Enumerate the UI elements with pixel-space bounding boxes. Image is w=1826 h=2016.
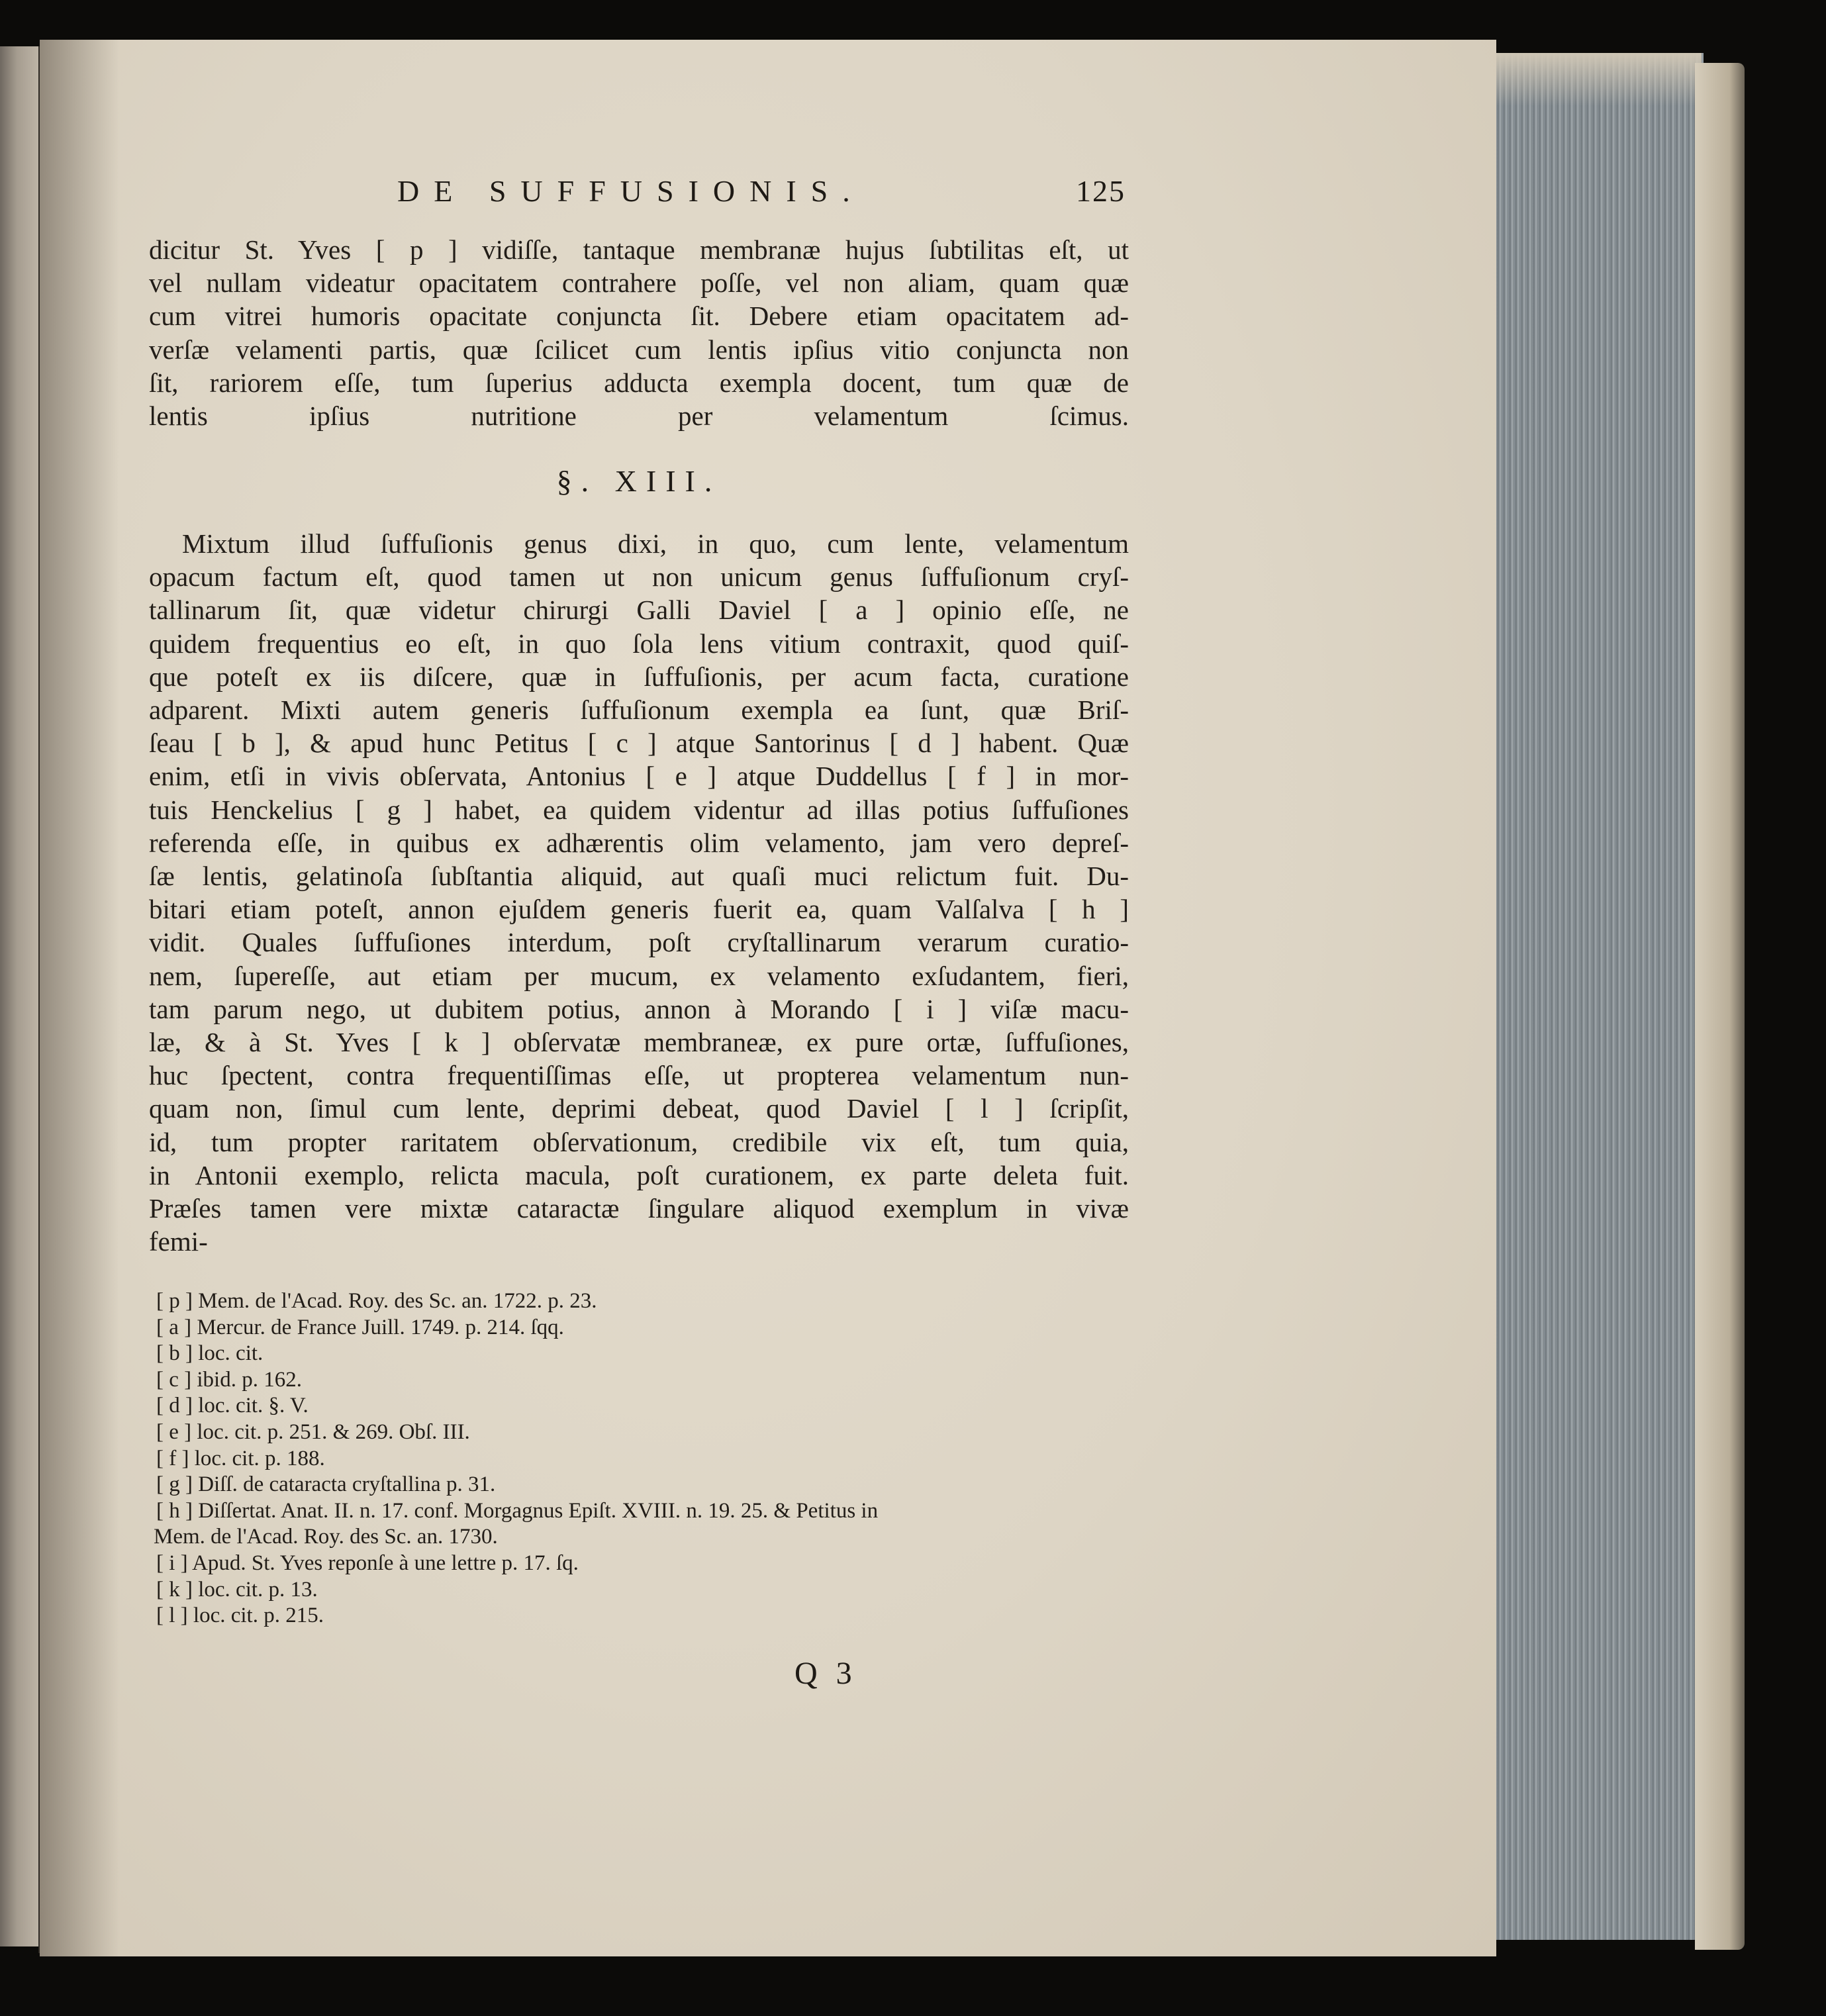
page-number: 125: [1076, 174, 1126, 208]
footnote: [ g ] Diſſ. de cataracta cryſtallina p. 31.: [156, 1472, 496, 1497]
book-fore-edge: [1476, 53, 1704, 1940]
footnote: [ b ] loc. cit.: [156, 1341, 264, 1366]
text-line: vel nullam videatur opacitatem contrahere poſſe, vel non aliam, quam quæ: [149, 267, 1129, 299]
footnote: [ a ] Mercur. de France Juill. 1749. p. 214. ſqq.: [156, 1315, 564, 1339]
text-line: in Antonii exemplo, relicta macula, poſt curationem, ex parte deleta fuit.: [149, 1159, 1129, 1190]
section-heading: §. XIII.: [556, 464, 722, 498]
paragraph-section-xiii: [149, 527, 1129, 1258]
footnote: [ i ] Apud. St. Yves reponſe à une lettre p. 17. ſq.: [156, 1551, 579, 1575]
page-gutter-shadow: [40, 40, 119, 1956]
text-line: dicitur St. Yves [ p ] vidiſſe, tantaque membranæ hujus ſubtilitas eſt, ut: [149, 234, 1129, 265]
text-line: nem, ſupereſſe, aut etiam per mucum, ex velamento exſudantem, fieri,: [149, 960, 1129, 991]
fore-edge-highlight: [1476, 53, 1702, 106]
text-line: quidem frequentius eo eſt, in quo ſola lens vitium contraxit, quod quiſ-: [149, 628, 1129, 659]
footnote: [ c ] ibid. p. 162.: [156, 1367, 302, 1392]
footnote: [ f ] loc. cit. p. 188.: [156, 1446, 325, 1470]
footnote: [ h ] Diſſertat. Anat. II. n. 17. conf. Morgagnus Epiſt. XVIII. n. 19. 25. & Petitus in: [156, 1498, 879, 1523]
text-line: enim, etſi in vivis obſervata, Antonius [ e ] atque Duddellus [ f ] in mor-: [149, 761, 1129, 792]
book-cover-edge: [1695, 63, 1745, 1950]
text-line: ſeau [ b ], & apud hunc Petitus [ c ] atque Santorinus [ d ] habent. Quæ: [149, 728, 1129, 759]
text-line: ſæ lentis, gelatinoſa ſubſtantia aliquid, aut quaſi muci relictum fuit. Du-: [149, 861, 1129, 892]
text-line: verſæ velamenti partis, quæ ſcilicet cum lentis ipſius vitio conjuncta non: [149, 334, 1129, 365]
text-line: quam non, ſimul cum lente, deprimi debeat, quod Daviel [ l ] ſcripſit,: [149, 1093, 1129, 1124]
text-line: huc ſpectent, contra frequentiſſimas eſſe, ut propterea velamentum nun-: [149, 1060, 1129, 1091]
text-line: ſit, rariorem eſſe, tum ſuperius adducta exempla docent, tum quæ de: [149, 367, 1129, 398]
text-line: vidit. Quales ſuffuſiones interdum, poſt cryſtallinarum verarum curatio-: [149, 927, 1129, 958]
text-line: adparent. Mixti autem generis ſuffuſionum exempla ea ſunt, quæ Briſ-: [149, 695, 1129, 726]
running-head-title: DE SUFFUSIONIS.: [397, 174, 865, 208]
text-line: Præſes tamen vere mixtæ cataractæ ſingulare aliquod exemplum in vivæ: [149, 1193, 1129, 1224]
text-line: lentis ipſius nutritione per velamentum ſcimus.: [149, 401, 1129, 432]
text-line: id, tum propter raritatem obſervationum, credibile vix eſt, tum quia,: [149, 1126, 1129, 1157]
text-line: bitari etiam poteſt, annon ejuſdem generis fuerit ea, quam Valſalva [ h ]: [149, 894, 1129, 925]
text-line: referenda eſſe, in quibus ex adhærentis olim velamento, jam vero depreſ-: [149, 827, 1129, 858]
text-line: læ, & à St. Yves [ k ] obſervatæ membraneæ, ex pure ortæ, ſuffuſiones,: [149, 1027, 1129, 1058]
catchword: femi-: [149, 1226, 208, 1257]
text-line: tallinarum ſit, quæ videtur chirurgi Galli Daviel [ a ] opinio eſſe, ne: [149, 595, 1129, 626]
text-line: tam parum nego, ut dubitem potius, annon à Morando [ i ] viſæ macu-: [149, 993, 1129, 1024]
text-line: Mixtum illud ſuffuſionis genus dixi, in quo, cum lente, velamentum: [182, 528, 1129, 559]
footnote-continuation: Mem. de l'Acad. Roy. des Sc. an. 1730.: [154, 1525, 498, 1549]
footnotes: [156, 1288, 1136, 1629]
text-line: cum vitrei humoris opacitate conjuncta ſit. Debere etiam opacitatem ad-: [149, 301, 1129, 332]
text-line: opacum factum eſt, quod tamen ut non unicum genus ſuffuſionum cryſ-: [149, 561, 1129, 593]
footnote: [ k ] loc. cit. p. 13.: [156, 1577, 318, 1602]
signature-mark: Q 3: [794, 1656, 857, 1691]
text-line: que poteſt ex iis diſcere, quæ in ſuffuſionis, per acum facta, curatione: [149, 661, 1129, 692]
running-head: [397, 173, 1126, 213]
footnote: [ e ] loc. cit. p. 251. & 269. Obſ. III.: [156, 1419, 470, 1444]
footnote: [ l ] loc. cit. p. 215.: [156, 1604, 324, 1628]
text-line: tuis Henckelius [ g ] habet, ea quidem videntur ad illas potius ſuffuſiones: [149, 794, 1129, 825]
paragraph-continued: [149, 233, 1129, 432]
footnote: [ p ] Mem. de l'Acad. Roy. des Sc. an. 1722. p. 23.: [156, 1289, 597, 1313]
previous-page-edge: [0, 46, 40, 1946]
footnote: [ d ] loc. cit. §. V.: [156, 1394, 309, 1418]
